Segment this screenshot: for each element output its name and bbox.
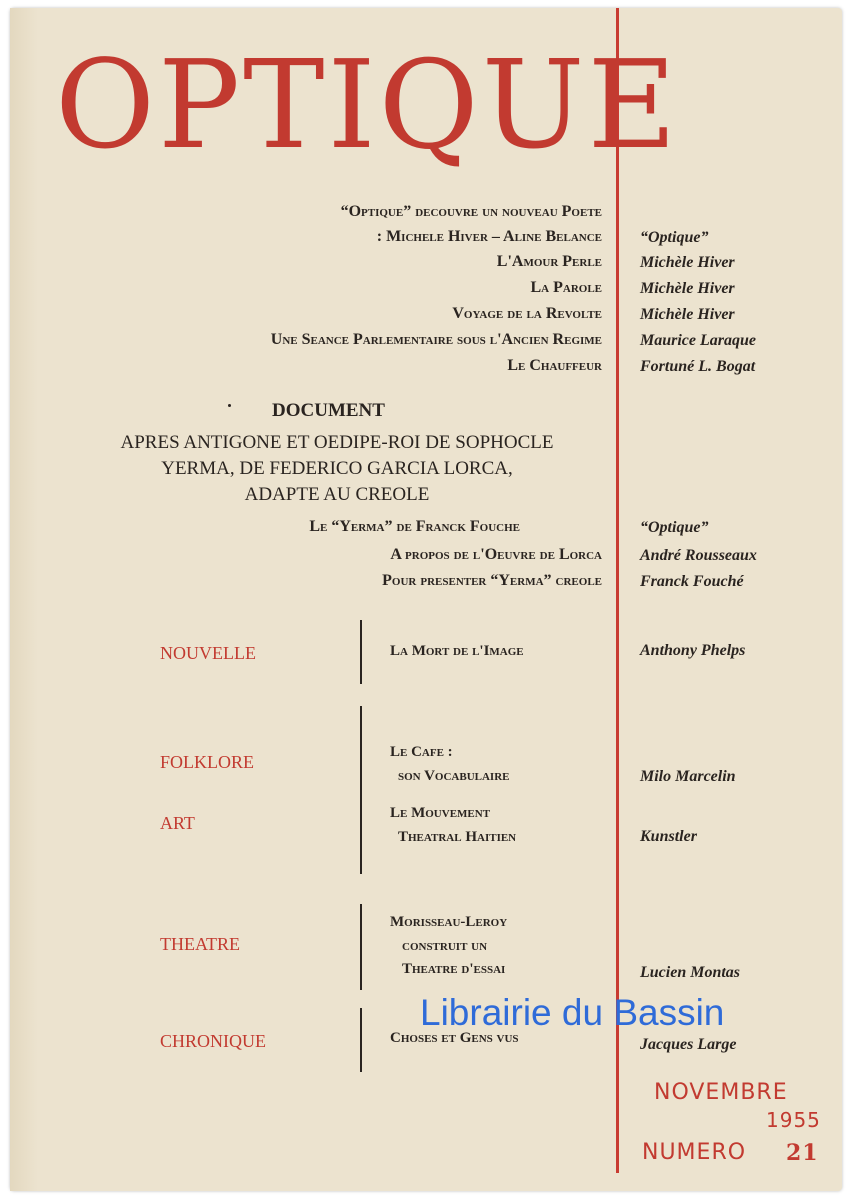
section-entry: Le Mouvement (390, 805, 491, 821)
section-entry: Le Cafe : (390, 744, 453, 760)
section-author: Kunstler (640, 828, 697, 845)
toc-author: Michèle Hiver (640, 254, 735, 271)
section-author: Jacques Large (640, 1036, 737, 1053)
issue-month: NOVEMBRE (654, 1080, 788, 1105)
toc-author: Franck Fouché (640, 573, 744, 590)
section-divider (360, 1008, 362, 1072)
issue-number-label: NUMERO (642, 1140, 747, 1165)
toc-author: Fortuné L. Bogat (640, 358, 756, 375)
section-label: FOLKLORE (160, 752, 254, 772)
magazine-title: OPTIQUE (55, 34, 680, 176)
toc-title: “Optique” decouvre un nouveau Poete (340, 203, 602, 220)
bullet-dot (228, 404, 231, 407)
section-entry: son Vocabulaire (398, 768, 510, 784)
section-label: ART (160, 813, 195, 833)
section-entry: Choses et Gens vus (390, 1030, 519, 1046)
toc-title: : Michele Hiver – Aline Belance (376, 228, 602, 245)
section-label: CHRONIQUE (160, 1031, 266, 1051)
document-heading: DOCUMENT (272, 400, 385, 421)
section-entry: La Mort de l'Image (390, 643, 524, 659)
toc-title: Le Chauffeur (507, 357, 602, 374)
toc-author: Michèle Hiver (640, 280, 735, 297)
document-line: APRES ANTIGONE ET OEDIPE-ROI DE SOPHOCLE (120, 432, 554, 453)
section-author: Lucien Montas (640, 964, 741, 981)
toc-title: Pour presenter “Yerma” creole (382, 572, 602, 589)
section-entry: Theatre d'essai (402, 961, 506, 977)
toc-title: L'Amour Perle (496, 253, 602, 270)
toc-author: André Rousseaux (640, 547, 757, 564)
section-divider (360, 706, 362, 874)
cover-spine-shading (10, 8, 38, 1191)
issue-year: 1955 (766, 1108, 821, 1132)
section-author: Milo Marcelin (640, 768, 736, 785)
toc-author: “Optique” (640, 519, 709, 536)
toc-title: Voyage de la Revolte (452, 305, 602, 322)
section-entry: construit un (402, 938, 488, 954)
toc-title: Le “Yerma” de Franck Fouche (309, 518, 520, 535)
toc-title: La Parole (530, 279, 602, 296)
section-divider (360, 620, 362, 684)
document-line: YERMA, DE FEDERICO GARCIA LORCA, (161, 458, 513, 479)
toc-title: A propos de l'Oeuvre de Lorca (390, 546, 602, 563)
toc-author: Michèle Hiver (640, 306, 735, 323)
issue-number: 21 (786, 1140, 819, 1166)
toc-title: Une Seance Parlementaire sous l'Ancien Regime (270, 331, 602, 348)
toc-author: “Optique” (640, 229, 709, 246)
section-label: NOUVELLE (160, 643, 256, 663)
section-label: THEATRE (160, 934, 240, 954)
section-entry: Morisseau-Leroy (390, 914, 508, 930)
toc-author: Maurice Laraque (640, 332, 756, 349)
document-line: ADAPTE AU CREOLE (244, 484, 430, 505)
section-entry: Theatral Haitien (398, 829, 517, 845)
section-divider (360, 904, 362, 990)
section-author: Anthony Phelps (640, 642, 746, 659)
bookseller-watermark: Librairie du Bassin (420, 992, 725, 1033)
